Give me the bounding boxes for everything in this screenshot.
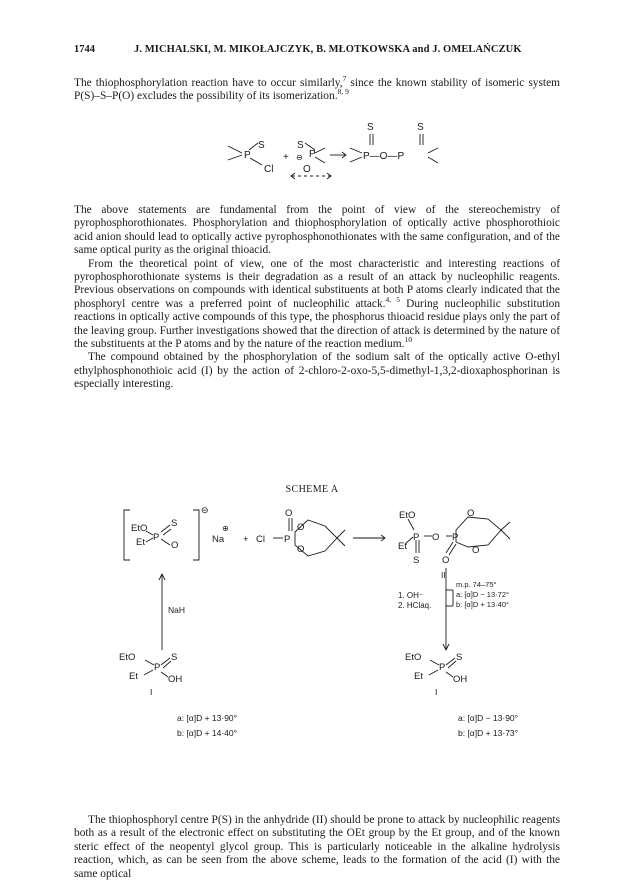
left-o: O bbox=[171, 540, 179, 551]
bracket-right bbox=[193, 510, 199, 560]
cl-label: Cl bbox=[256, 534, 265, 545]
p3-text: The thiophosphoryl centre P(S) in the anhydride (II) should be prone to attack by nucleophilic reagents both as a result of the electronic effect on substituting the OEt group by the Et group, and of the known steric effect of the neopentyl glycol group. This is particularly noticeable in the alkaline hydrolysis reaction, which, as can be seen from the above scheme, leads to the formation of the acid (I) with the same optical bbox=[74, 814, 560, 880]
nah-label: NaH bbox=[168, 605, 186, 615]
left-eto: EtO bbox=[131, 523, 148, 534]
bl-p: P bbox=[154, 662, 161, 673]
p1-text-2: since the known stability of isomeric system P(S)–S–P(O) excludes the possibility of its isomerization. bbox=[74, 77, 560, 103]
page-number: 1744 bbox=[74, 44, 95, 55]
br-et: Et bbox=[414, 671, 423, 682]
label-ii: II bbox=[441, 570, 446, 580]
ii-o-ring1: O bbox=[467, 508, 475, 519]
ii-et: Et bbox=[398, 541, 407, 552]
br-label-i: I bbox=[435, 687, 438, 697]
p2b-text: From the theoretical point of view, one of the most characteristic and interesting reactions of pyrophosphorothionate systems is their degradation as a result of an attack by nucleophilic reagents. Previous observations on compounds with identical substituents at both P atoms clearly indicated that the phosphoryl centre was a preferred point of nucleophilic attack. bbox=[74, 257, 560, 310]
step-1: 1. OH⁻ bbox=[398, 591, 424, 600]
eq1-s2: S bbox=[297, 140, 304, 151]
ii-o-bridge: O bbox=[432, 532, 440, 543]
ii-o-ring2: O bbox=[472, 545, 480, 556]
bl-eto: EtO bbox=[119, 652, 136, 663]
reagent-o1: O bbox=[297, 522, 305, 533]
ref-7: 7 bbox=[342, 74, 347, 84]
p2b-text-2: During nucleophilic substitution reactions in optically active compounds of this type, the phosphorus thioacid residue plays only the part of the leaving group. Further investigations showed that the direction of attack is determined by the nature of the substituents at the P atoms and by the nature of the reaction medium. bbox=[74, 297, 561, 351]
plus-sign: + bbox=[243, 534, 249, 545]
eq1-p1: P bbox=[244, 150, 251, 161]
left-rotation-b: b: [α]D + 14·40° bbox=[177, 728, 238, 738]
ii-p2: P bbox=[452, 532, 459, 543]
left-p: P bbox=[153, 532, 160, 543]
left-s: S bbox=[171, 518, 178, 529]
authors-line: J. MICHALSKI, M. MIKOŁAJCZYK, B. MŁOTKOWSKA and J. OMELAŃCZUK bbox=[134, 44, 522, 55]
bl-s: S bbox=[171, 652, 178, 663]
eq1-bridge: P—O—P bbox=[363, 151, 405, 162]
charge-minus: ⊖ bbox=[201, 505, 209, 515]
ii-s: S bbox=[413, 555, 420, 566]
na-label: Na bbox=[212, 534, 225, 545]
p2a: The above statements are fundamental from the point of view of the stereochemistry of pyrophosphorothionates. Phosphorylation and thiophosphorylation of optically active phosphorothioic acid anion should lead to optically active pyrophosphonothionates with the same configuration, and of the same optical purity as the original thioacid. bbox=[74, 204, 560, 257]
bl-label-i: I bbox=[150, 687, 153, 697]
reagent-o-top: O bbox=[285, 508, 293, 519]
eq1-p2: P bbox=[309, 149, 316, 160]
br-eto: EtO bbox=[405, 652, 422, 663]
ref-10: 10 bbox=[404, 335, 412, 345]
ii-rotation-b: b: [α]D + 13·40° bbox=[456, 600, 509, 609]
br-oh: OH bbox=[453, 674, 468, 685]
p1-text: The thiophosphorylation reaction have to occur similarly, bbox=[74, 77, 343, 89]
left-rotation-a: a: [α]D + 13·90° bbox=[177, 713, 238, 723]
scheme-labels bbox=[119, 505, 518, 738]
eq1-s3: S bbox=[367, 122, 374, 133]
ref-8-9: 8, 9 bbox=[337, 87, 349, 97]
bl-et: Et bbox=[129, 671, 138, 682]
paragraph-3 bbox=[74, 814, 560, 881]
eq1-s1: S bbox=[258, 140, 265, 151]
eq1-cl: Cl bbox=[264, 164, 274, 175]
eq1-o: O bbox=[303, 164, 311, 175]
right-rotation-a: a: [α]D − 13·90° bbox=[458, 713, 519, 723]
eq1-plus: + bbox=[283, 152, 289, 163]
bl-oh: OH bbox=[168, 674, 183, 685]
br-s: S bbox=[456, 652, 463, 663]
ii-o-double: O bbox=[442, 555, 450, 566]
ii-p1: P bbox=[413, 532, 420, 543]
eq1-minus: ⊖ bbox=[296, 153, 303, 162]
reagent-o2: O bbox=[297, 544, 305, 555]
br-p: P bbox=[439, 662, 446, 673]
bracket-left bbox=[124, 510, 130, 560]
scheme-title: SCHEME A bbox=[285, 484, 339, 495]
mp-label: m.p. 74–75° bbox=[456, 580, 497, 589]
reagent-p: P bbox=[284, 534, 291, 545]
p2c: The compound obtained by the phosphorylation of the sodium salt of the optically active O-ethyl ethylphosphonothioic acid (I) by the action of 2-chloro-2-oxo-5,5-dimethyl-1,3,2-dioxaphosphorinan is especially interesting. bbox=[74, 351, 560, 391]
left-et: Et bbox=[136, 537, 145, 548]
ref-4-5: 4, 5 bbox=[385, 295, 401, 305]
ii-rotation-a: a: [α]D − 13·72° bbox=[456, 590, 509, 599]
eq1-s4: S bbox=[417, 122, 424, 133]
step-2: 2. HClaq. bbox=[398, 601, 432, 610]
ii-eto: EtO bbox=[399, 510, 416, 521]
right-rotation-b: b: [α]D + 13·73° bbox=[458, 728, 519, 738]
charge-plus: ⊕ bbox=[222, 524, 229, 533]
